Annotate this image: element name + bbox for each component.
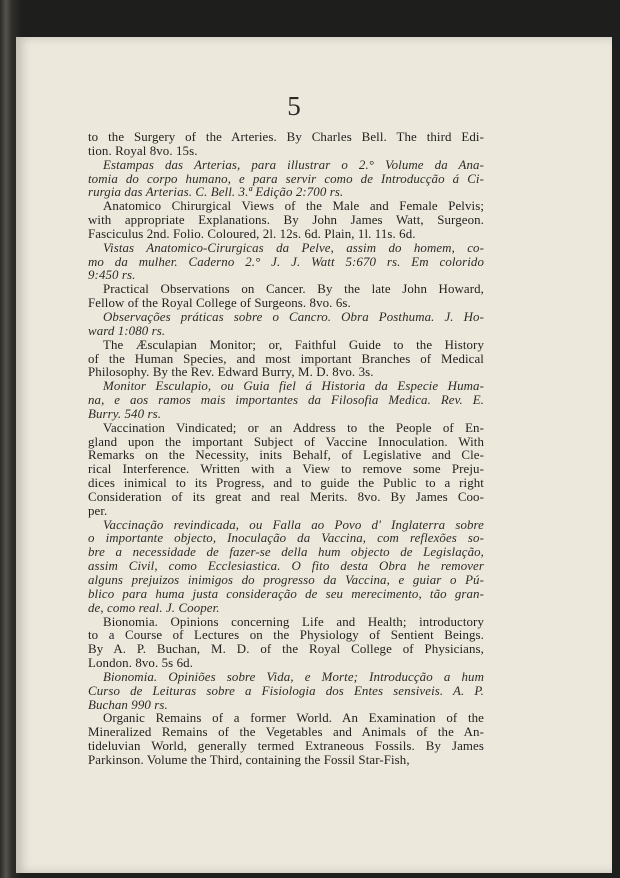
portuguese-line: na, e aos ramos mais importantes da Filosofia Medica. Rev. E. xyxy=(88,393,484,408)
portuguese-line: Monitor Esculapio, ou Guia fiel á Historia da Especie Huma- xyxy=(103,379,484,394)
book-page xyxy=(16,37,612,873)
portuguese-line: de, como real. J. Cooper. xyxy=(88,600,220,615)
portuguese-line: 9:450 rs. xyxy=(88,268,136,283)
english-line: Remarks on the Necessity, inits Behalf, of Legislative and Cle- xyxy=(88,448,484,463)
english-line: of the Human Species, and most important Branches of Medical xyxy=(88,351,484,366)
portuguese-line: mo da mulher. Caderno 2.° J. J. Watt 5:670 rs. Em colorido xyxy=(88,254,484,269)
portuguese-line: rurgia das Arterias. C. Bell. 3.ª Edição 2:700 rs. xyxy=(88,185,344,200)
portuguese-line: Buchan 990 rs. xyxy=(88,697,168,712)
english-line: Fasciculus 2nd. Folio. Coloured, 2l. 12s. 6d. Plain, 1l. 11s. 6d. xyxy=(88,226,416,241)
page-number: 5 xyxy=(287,91,301,121)
english-line: with appropriate Explanations. By John James Watt, Surgeon. xyxy=(88,213,484,228)
english-line: Mineralized Remains of the Vegetables and Animals of the An- xyxy=(88,725,484,740)
portuguese-line: Curso de Leituras sobre a Fisiologia dos Entes sensiveis. A. P. xyxy=(88,683,484,698)
english-line: per. xyxy=(88,503,108,518)
portuguese-line: Vaccinação revindicada, ou Falla ao Povo d' Inglaterra sobre xyxy=(103,517,484,532)
portuguese-line: blico para huma justa consideração de seu merecimento, tão gran- xyxy=(88,586,484,601)
portuguese-line: o importante objecto, Inoculação da Vaccina, com reflexões so- xyxy=(88,531,484,546)
english-line: tideluvian World, generally termed Extraneous Fossils. By James xyxy=(88,739,484,754)
english-line: London. 8vo. 5s 6d. xyxy=(88,656,194,671)
english-line: Fellow of the Royal College of Surgeons. 8vo. 6s. xyxy=(88,296,351,311)
english-line: Philosophy. By the Rev. Edward Burry, M. D. 8vo. 3s. xyxy=(88,365,374,380)
portuguese-line: Bionomia. Opiniões sobre Vida, e Morte; Introducção a hum xyxy=(103,669,484,684)
english-line: gland upon the important Subject of Vaccine Innoculation. With xyxy=(88,434,484,449)
english-line: to a Course of Lectures on the Physiology of Sentient Beings. xyxy=(88,628,484,643)
english-line: Vaccination Vindicated; or an Address to the People of En- xyxy=(103,420,484,435)
portuguese-line: ward 1:080 rs. xyxy=(88,323,166,338)
english-line: Consideration of its great and real Merits. 8vo. By James Coo- xyxy=(88,489,484,504)
english-line: Practical Observations on Cancer. By the late John Howard, xyxy=(103,282,484,297)
english-line: dices inimical to its Progress, and to guide the Public to a right xyxy=(88,476,484,491)
portuguese-line: alguns prejuizos inimigos do progresso da Vaccina, e guiar o Pú- xyxy=(88,573,484,587)
portuguese-line: assim Civil, como Ecclesiastica. O fito desta Obra he remover xyxy=(88,559,484,574)
english-line: to the Surgery of the Arteries. By Charles Bell. The third Edi- xyxy=(88,130,484,144)
english-line: The Æsculapian Monitor; or, Faithful Guide to the History xyxy=(103,337,484,352)
catalogue-text xyxy=(88,131,484,768)
english-line: Bionomia. Opinions concerning Life and Health; introductory xyxy=(103,614,484,629)
english-line: Anatomico Chirurgical Views of the Male and Female Pelvis; xyxy=(103,199,484,214)
english-line: Organic Remains of a former World. An Examination of the xyxy=(103,711,484,726)
english-line: rical Interference. Written with a View to remove some Preju- xyxy=(88,462,484,477)
portuguese-line: Estampas das Arterias, para illustrar o 2.° Volume da Ana- xyxy=(103,157,484,172)
portuguese-line: Burry. 540 rs. xyxy=(88,406,162,421)
english-line: Parkinson. Volume the Third, containing the Fossil Star-Fish, xyxy=(88,752,410,767)
portuguese-line: tomia do corpo humano, e para servir como de Introducção á Ci- xyxy=(88,171,484,186)
portuguese-line: bre a necessidade de fazer-se della hum objecto de Legislação, xyxy=(88,545,484,560)
portuguese-line: Observações práticas sobre o Cancro. Obra Posthuma. J. Ho- xyxy=(103,309,484,324)
english-line: tion. Royal 8vo. 15s. xyxy=(88,143,198,158)
english-line: By A. P. Buchan, M. D. of the Royal College of Physicians, xyxy=(88,642,484,657)
portuguese-line: Vistas Anatomico-Cirurgicas da Pelve, assim do homem, co- xyxy=(103,240,484,255)
